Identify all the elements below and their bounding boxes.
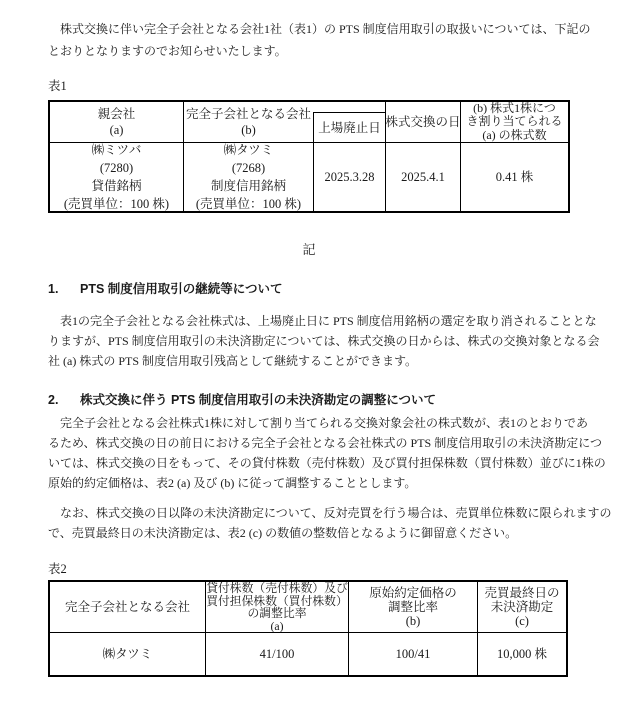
table1-header-allotment: [461, 102, 568, 142]
table1-header-delisting-label: 上場廃止日: [318, 120, 381, 135]
intro-paragraph: [48, 18, 591, 62]
table2-cell-share-ratio: [206, 633, 348, 675]
table2-header-final-day-line-2: 未決済勘定: [490, 600, 554, 614]
table1-cell-subsidiary-company: [184, 143, 313, 211]
section2-para1-line-1: 完全子会社となる会社株式1株に対して割り当てられる交換対象会社の株式数が、表1のとおりであ: [48, 416, 589, 430]
table2-header-share-ratio-line-4: (a): [270, 618, 284, 633]
table2-header-price-ratio: [349, 582, 477, 632]
table2-header-price-ratio-line-1: 原始約定価格の: [369, 586, 457, 600]
table1-header-subsidiary-title: 完全子会社となる会社: [185, 107, 311, 121]
subsidiary-company-trade-unit: (売買単位：100 株): [195, 197, 302, 211]
table2-header-final-day-line-1: 売買最終日の: [484, 586, 560, 600]
parent-company-trade-unit: (売買単位：100 株): [63, 197, 170, 211]
subsidiary-company-code: (7268): [231, 161, 266, 175]
table2: [48, 580, 568, 677]
section2-para2-line-1: なお、株式交換の日以降の未決済勘定について、反対売買を行う場合は、売買単位株数に限られますの: [48, 506, 612, 520]
table1-header-delisting-date: [314, 113, 385, 142]
table2-header-share-ratio-line-3: の調整比率: [247, 606, 307, 620]
table2-cell-company: [50, 633, 205, 675]
subsidiary-company-issue-type: 制度信用銘柄: [210, 179, 286, 193]
table1-header-parent-title: 親会社: [97, 107, 136, 121]
table2-header-final-day: [478, 582, 566, 632]
section1-number: 1.: [48, 282, 59, 296]
section2-para1-line-4: 原始的約定価格は、表2 (a) 及び (b) に従って調整することとします。: [48, 476, 417, 490]
section2-heading: [48, 391, 436, 409]
section1-line-1: 表1の完全子会社となる会社株式は、上場廃止日に PTS 制度信用銘柄の選定を取り消されることとな: [48, 314, 597, 328]
table2-header-company: [50, 582, 205, 632]
table1-cell-allotment: [461, 143, 568, 211]
subsidiary-company-name: ㈱タツミ: [223, 143, 274, 157]
table2-label: 表2: [48, 562, 67, 576]
table2-final-unit-value: 10,000 株: [496, 647, 547, 661]
table1-header-exchange-label: 株式交換の日: [385, 115, 461, 129]
section2-title: 株式交換に伴う PTS 制度信用取引の未決済勘定の調整について: [80, 393, 437, 407]
section2-number: 2.: [48, 393, 59, 407]
table1-header-exchange-date: [386, 102, 460, 142]
section2-para1-line-2: るため、株式交換の日の前日における完全子会社となる会社株式の PTS 制度信用取引の未決済勘定につ: [48, 436, 602, 450]
parent-company-name: ㈱ミツバ: [91, 143, 142, 157]
table2-company-value: ㈱タツミ: [102, 647, 153, 661]
table2-share-ratio-value: 41/100: [259, 647, 295, 661]
section1-title: PTS 制度信用取引の継続等について: [80, 282, 283, 296]
section1-line-2: りますが、PTS 制度信用取引の未決済勘定については、株式交換の日からは、株式の交換対象となる会: [48, 334, 600, 348]
ki-marker: 記: [302, 242, 316, 257]
parent-company-code: (7280): [99, 161, 134, 175]
section1-line-3: 社 (a) 株式の PTS 制度信用取引残高として継続することができます。: [48, 354, 418, 368]
table2-cell-price-ratio: [349, 633, 477, 675]
table2-header-share-ratio: [206, 582, 348, 632]
table2-price-ratio-value: 100/41: [395, 647, 431, 661]
table1-header-allotment-line-1: (b) 株式1株につ: [473, 100, 556, 115]
parent-company-issue-type: 貸借銘柄: [91, 179, 142, 193]
table2-header-final-day-line-3: (c): [515, 614, 529, 628]
section1-heading: [48, 280, 283, 298]
table1-header-subsidiary-sub: (b): [241, 123, 256, 137]
table2-header-price-ratio-line-3: (b): [405, 614, 421, 628]
table2-cell-final-unit: [478, 633, 566, 675]
intro-line-2: とおりとなりますのでお知らせいたします。: [48, 44, 287, 58]
exchange-date-value: 2025.4.1: [401, 170, 445, 184]
section2-para2-line-2: で、売買最終日の未決済勘定は、表2 (c) の数値の整数倍となるように御留意ください。: [48, 526, 518, 540]
delisting-date-value: 2025.3.28: [324, 170, 375, 184]
table1-header-subsidiary: [184, 102, 313, 142]
table1-header-parent: [50, 102, 183, 142]
section2-para1-line-3: いては、株式交換の日をもって、その貸付株数（売付株数）及び買付担保株数（買付株数）並びに1株の: [48, 456, 606, 470]
table2-header-company-label: 完全子会社となる会社: [64, 600, 190, 614]
table1-label: 表1: [48, 79, 67, 93]
table1-header-allotment-line-2: き割り当てられる: [466, 114, 563, 129]
section2-paragraph2: [48, 503, 612, 543]
table2-header-share-ratio-line-2: 買付担保株数（買付株数）: [206, 593, 348, 608]
intro-line-1: 株式交換に伴い完全子会社となる会社1社（表1）の PTS 制度信用取引の取扱いについては、下記の: [48, 22, 591, 36]
section2-paragraph1: [48, 413, 606, 493]
table1-cell-exchange-date: [386, 143, 460, 211]
section1-paragraph: [48, 311, 600, 371]
table1-cell-delisting-date: [314, 143, 385, 211]
allotment-value: 0.41 株: [495, 170, 534, 184]
table2-header-price-ratio-line-2: 調整比率: [387, 600, 438, 614]
table1: [48, 100, 570, 213]
table1-header-parent-sub: (a): [109, 123, 124, 137]
table1-cell-parent-company: [50, 143, 183, 211]
table1-header-allotment-line-3: (a) の株式数: [482, 127, 547, 142]
table2-header-share-ratio-line-1: 貸付株数（売付株数）及び: [206, 581, 348, 595]
